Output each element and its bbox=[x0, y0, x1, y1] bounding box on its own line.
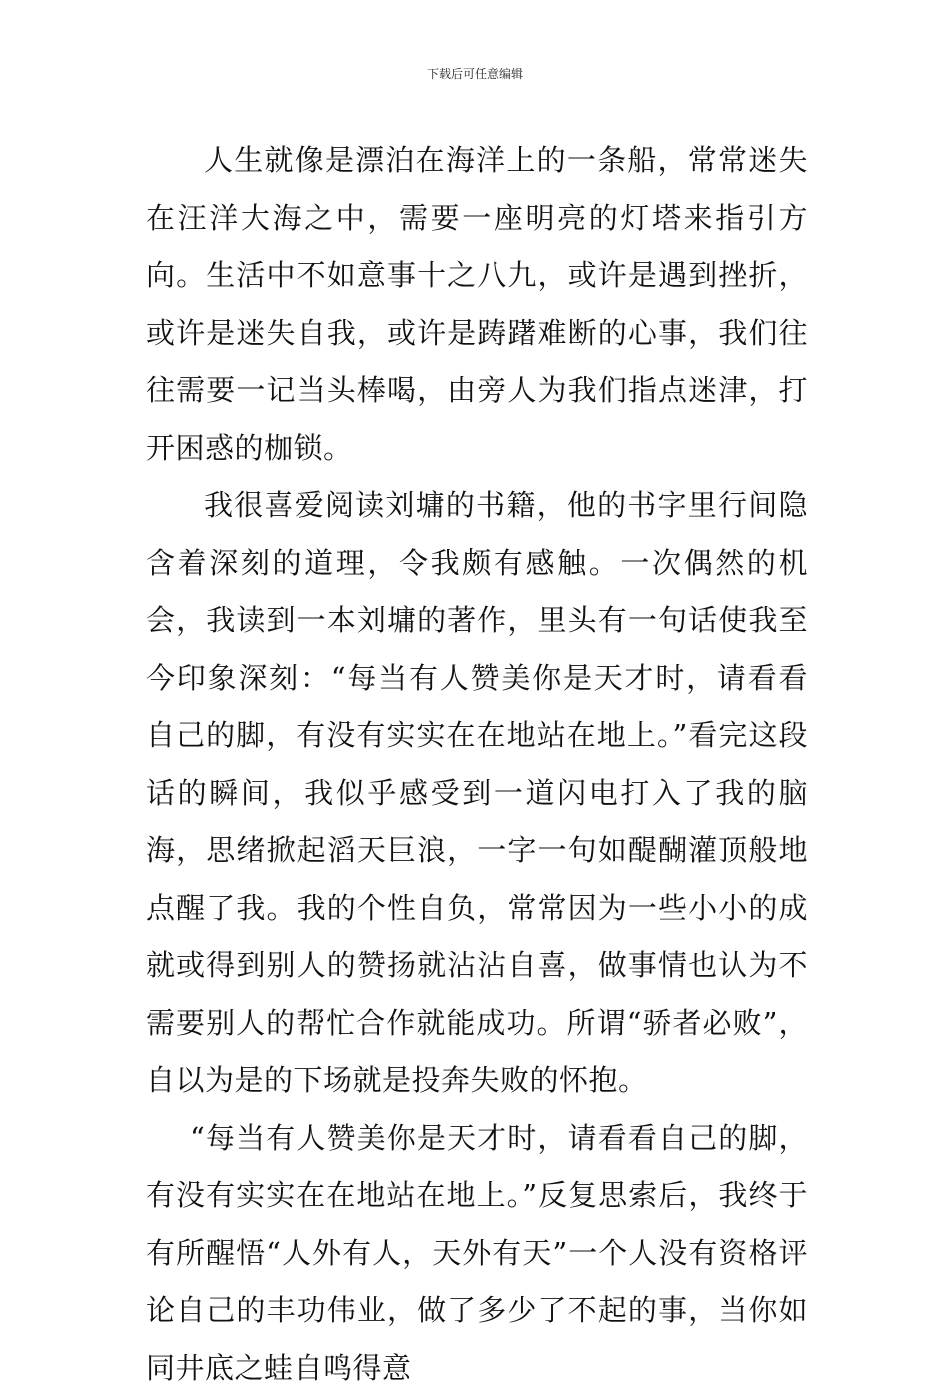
paragraph-2: 我很喜爱阅读刘墉的书籍，他的书字里行间隐含着深刻的道理，令我颇有感触。一次偶然的机会，我读到一本刘墉的著作，里头有一句话使我至今印象深刻：“每当有人赞美你是天才时，请看看自己的脚，有没有实实在在地站在地上。”看完这段话的瞬间，我似乎感受到一道闪电打入了我的脑海，思绪掀起滔天巨浪，一字一句如醍醐灌顶般地点醒了我。我的个性自负，常常因为一些小小的成就或得到别人的赞扬就沾沾自喜，做事情也认为不需要别人的帮忙合作就能成功。所谓“骄者必败”，自以为是的下场就是投奔失败的怀抱。 bbox=[146, 477, 808, 1110]
paragraph-3: “每当有人赞美你是天才时，请看看自己的脚，有没有实实在在地站在地上。”反复思索后，我终于有所醒悟“人外有人，天外有天”一个人没有资格评论自己的丰功伟业，做了多少了不起的事，当你如同井底之蛙自鸣得意 bbox=[146, 1110, 808, 1397]
page-header: 下载后可任意编辑 bbox=[0, 66, 950, 82]
essay-body bbox=[146, 132, 808, 1397]
paragraph-1: 人生就像是漂泊在海洋上的一条船，常常迷失在汪洋大海之中，需要一座明亮的灯塔来指引方向。生活中不如意事十之八九，或许是遇到挫折，或许是迷失自我，或许是踌躇难断的心事，我们往往需要一记当头棒喝，由旁人为我们指点迷津，打开困惑的枷锁。 bbox=[146, 132, 808, 477]
